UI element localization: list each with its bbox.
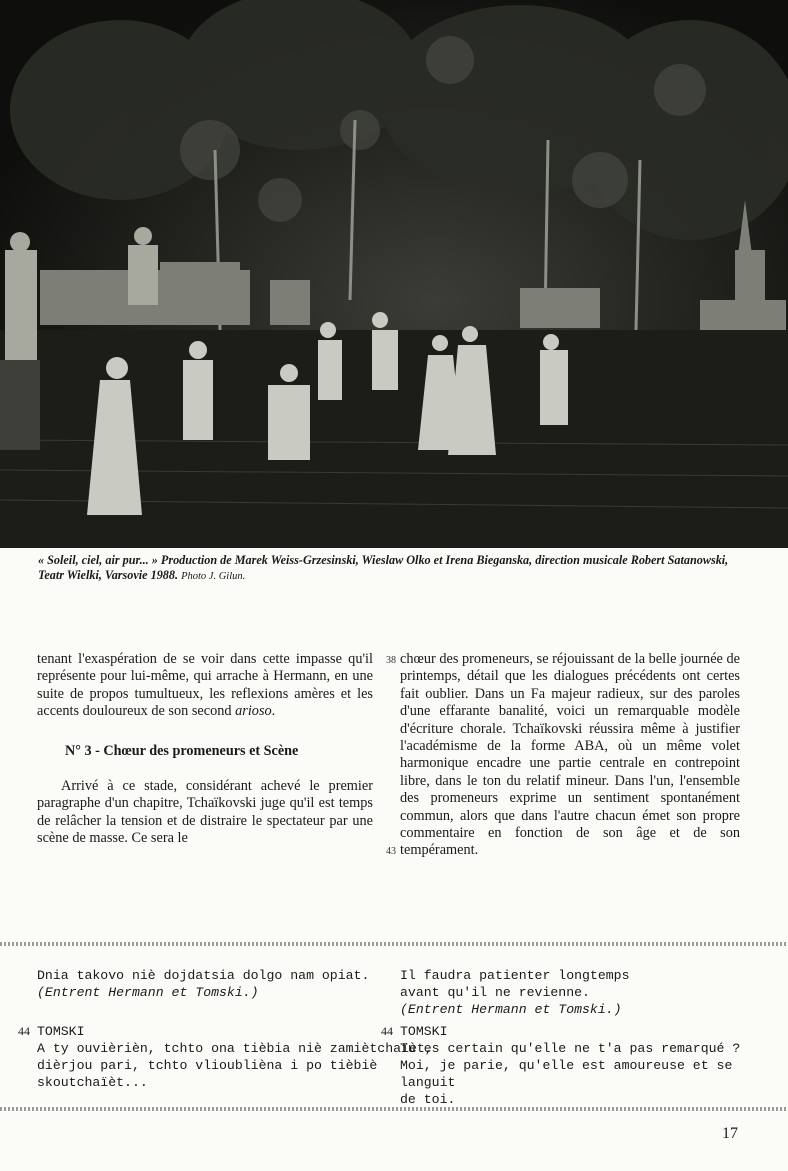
paragraph-stage: Arrivé à ce stade, considérant achevé le premier paragraphe d'un chapitre, Tchaïkovski juge qu'il est temps de relâcher la tension et de distraire le spectateur par une scène de masse. Ce sera le bbox=[37, 778, 373, 847]
russian-tomski-line-3: skoutchaïèt... bbox=[37, 1075, 148, 1090]
photo-credit: Photo J. Gilun. bbox=[181, 571, 246, 582]
french-tomski-line-2: Moi, je parie, qu'elle est amoureuse et se languit bbox=[400, 1058, 733, 1090]
libretto-number-left: 44 bbox=[18, 1024, 30, 1038]
caption-text: « Soleil, ciel, air pur... » Production de Marek Weiss-Grzesinski, Wieslaw Olko et Irena Bieganska, direction musicale Robert Satanowski, Teatr Wielki, Varsovie 1988. bbox=[38, 553, 729, 582]
libretto-french-block bbox=[400, 967, 630, 1018]
libretto-russian-block bbox=[37, 967, 369, 1001]
divider-bottom bbox=[0, 1107, 788, 1111]
paragraph-chorus: chœur des promeneurs, se réjouissant de la belle journée de printemps, détail que les dialogues précédents ont certes fait oublier. Dans un Fa majeur radieux, sur des paroles d'une effarante banalité, voici un remarquable modèle d'écriture chorale. Tchaïkovski réussira même à justifier l'académisme de la forme ABA, où un même volet harmonique encadre une partie centrale en contrepoint libre, dans le ton du relatif mineur. Dans l'un, l'ensemble des promeneurs exprime un sentiment spontanément commun, alors que dans l'autre chacun émet son propre commentaire en fonction de son âge et de son tempérament. bbox=[400, 651, 740, 859]
french-stage-direction: (Entrent Hermann et Tomski.) bbox=[400, 1002, 622, 1017]
line-marker-38: 38 bbox=[386, 655, 396, 666]
arioso-italic: arioso bbox=[235, 703, 272, 720]
photo-caption bbox=[38, 553, 750, 584]
french-tomski-line-1: Tu es certain qu'elle ne t'a pas remarqué ? bbox=[400, 1041, 741, 1056]
stage-photograph bbox=[0, 0, 788, 548]
paragraph-intro-end: . bbox=[271, 703, 276, 720]
divider-top bbox=[0, 942, 788, 946]
russian-line: Dnia takovo niè dojdatsia dolgo nam opiat. bbox=[37, 968, 370, 983]
french-line-2: avant qu'il ne revienne. bbox=[400, 985, 590, 1000]
libretto-french-tomski bbox=[400, 1023, 788, 1108]
speaker-name: TOMSKI bbox=[37, 1024, 85, 1039]
french-tomski-line-3: de toi. bbox=[400, 1092, 456, 1107]
libretto-russian-tomski bbox=[37, 1023, 433, 1091]
right-column bbox=[400, 651, 740, 860]
libretto-number-right: 44 bbox=[381, 1024, 393, 1038]
section-heading: N° 3 - Chœur des promeneurs et Scène bbox=[65, 742, 299, 759]
french-line-1: Il faudra patienter longtemps bbox=[400, 968, 630, 983]
paragraph-intro bbox=[37, 651, 373, 721]
left-column bbox=[37, 651, 373, 848]
line-marker-43: 43 bbox=[386, 846, 396, 857]
photo-illustration bbox=[0, 0, 788, 548]
paragraph-intro-text: tenant l'exaspération de se voir dans cette impasse qu'il représente pour lui-même, qui arrache à Hermann, en une suite de propos tumultueux, les reflexions amères et les accents douloureux de son second bbox=[37, 651, 373, 720]
russian-tomski-line-1: A ty ouvièrièn, tchto ona tièbia niè zamiètchaïèt, bbox=[37, 1041, 433, 1056]
speaker-name: TOMSKI bbox=[400, 1024, 448, 1039]
russian-tomski-line-2: dièrjou pari, tchto vlioublièna i po tièbiè bbox=[37, 1058, 378, 1073]
page-number: 17 bbox=[722, 1125, 738, 1142]
russian-stage-direction: (Entrent Hermann et Tomski.) bbox=[37, 985, 259, 1000]
